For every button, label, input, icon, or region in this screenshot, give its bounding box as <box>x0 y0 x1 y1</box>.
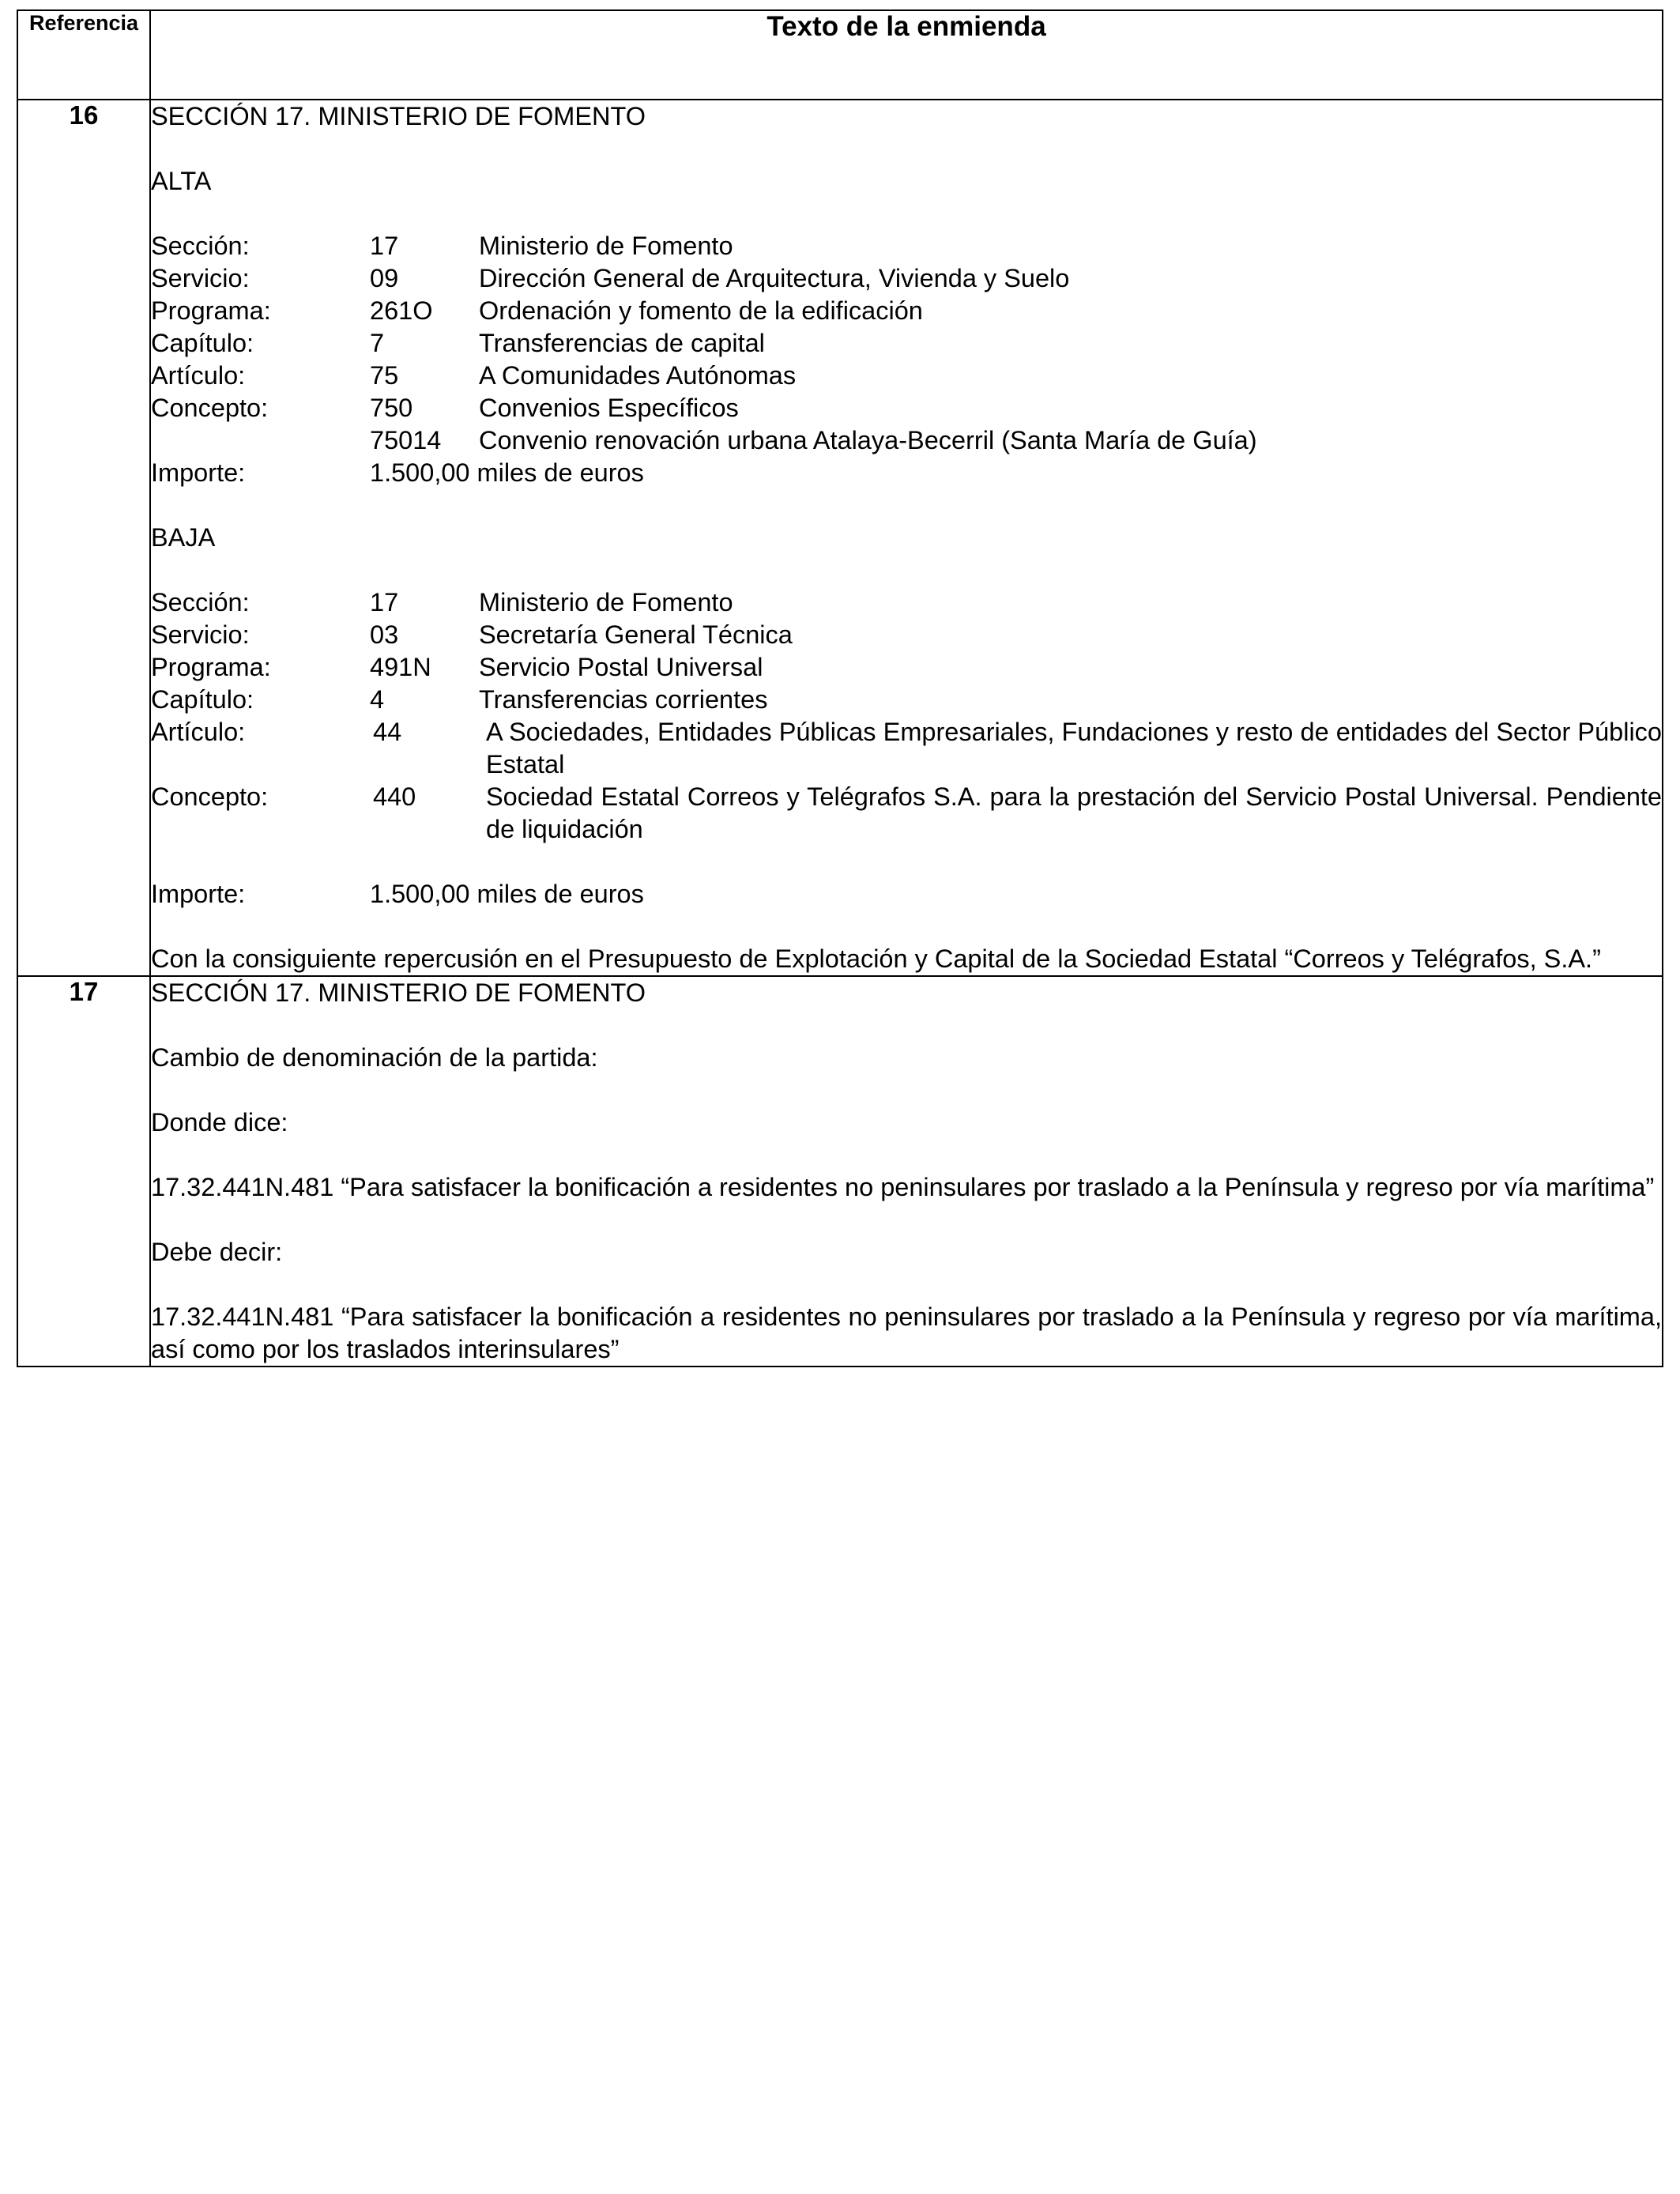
line-code: 09 <box>370 264 399 292</box>
amendment-text-cell <box>150 976 1663 1367</box>
line-description: Transferencias corrientes <box>479 685 768 714</box>
line-description: Transferencias de capital <box>479 329 765 357</box>
change-intro: Cambio de denominación de la partida: <box>151 1043 598 1072</box>
baja-line <box>151 684 1662 716</box>
alta-line <box>151 392 1662 424</box>
alta-line <box>151 327 1662 360</box>
line-description: Servicio Postal Universal <box>479 653 763 681</box>
line-description: Dirección General de Arquitectura, Vivienda y Suelo <box>479 264 1070 292</box>
line-description: Ministerio de Fomento <box>479 232 733 260</box>
amendment-row-17 <box>17 976 1663 1367</box>
line-label: Programa: <box>151 653 271 681</box>
baja-line <box>151 619 1662 651</box>
alta-heading: ALTA <box>151 167 212 195</box>
alta-line <box>151 262 1662 295</box>
line-code: 75014 <box>370 426 442 454</box>
importe-value: 1.500,00 miles de euros <box>370 458 644 487</box>
amendment-ref: 16 <box>17 100 150 976</box>
line-description: Ministerio de Fomento <box>479 588 733 616</box>
table-header-row <box>17 10 1663 100</box>
ref-column-header: Referencia <box>17 10 150 100</box>
line-description: Ordenación y fomento de la edificación <box>479 296 923 325</box>
line-label: Artículo: <box>151 361 246 390</box>
line-description: Secretaría General Técnica <box>479 620 793 649</box>
line-label: Concepto: <box>151 394 269 422</box>
alta-line <box>151 295 1662 327</box>
baja-line <box>151 716 1662 781</box>
baja-importe-block <box>151 878 1662 910</box>
line-label: Servicio: <box>151 264 250 292</box>
section-title: SECCIÓN 17. MINISTERIO DE FOMENTO <box>151 978 646 1007</box>
amendment-row-16 <box>17 100 1663 976</box>
line-code: 4 <box>370 685 385 714</box>
line-code: 750 <box>370 394 413 422</box>
baja-budget-lines <box>151 586 1662 846</box>
line-code: 17 <box>370 588 399 616</box>
line-description: Convenios Específicos <box>479 394 739 422</box>
baja-importe <box>151 878 1662 910</box>
debe-decir-label: Debe decir: <box>151 1238 283 1266</box>
baja-heading: BAJA <box>151 523 216 552</box>
amendments-table <box>17 9 1663 1367</box>
baja-line <box>151 586 1662 619</box>
alta-line <box>151 424 1662 457</box>
line-label: Concepto: <box>151 782 269 811</box>
line-code: 03 <box>370 620 399 649</box>
line-code: 491N <box>370 653 431 681</box>
baja-line <box>151 781 1662 846</box>
alta-importe <box>151 457 1662 489</box>
importe-label: Importe: <box>151 880 246 908</box>
line-label: Capítulo: <box>151 685 254 714</box>
alta-line <box>151 230 1662 262</box>
line-code: 261O <box>370 296 433 325</box>
alta-budget-lines <box>151 230 1662 489</box>
importe-label: Importe: <box>151 458 246 487</box>
baja-line <box>151 651 1662 684</box>
line-description: A Sociedades, Entidades Públicas Empresariales, Fundaciones y resto de entidades del Sector Público Estatal <box>486 718 1662 778</box>
line-description: Convenio renovación urbana Atalaya-Becerril (Santa María de Guía) <box>479 426 1257 454</box>
line-code: 7 <box>370 329 385 357</box>
line-label: Sección: <box>151 588 250 616</box>
donde-dice-label: Donde dice: <box>151 1108 288 1137</box>
line-code: 44 <box>373 718 402 746</box>
amendment-ref: 17 <box>17 976 150 1367</box>
line-code: 17 <box>370 232 399 260</box>
section-title: SECCIÓN 17. MINISTERIO DE FOMENTO <box>151 102 646 130</box>
debe-decir-text: 17.32.441N.481 “Para satisfacer la bonificación a residentes no peninsulares por traslado a la Península y regreso por vía marítima, así como por los traslados interinsulares” <box>151 1302 1662 1363</box>
line-description: Sociedad Estatal Correos y Telégrafos S.A. para la prestación del Servicio Postal Universal. Pendiente de liquidación <box>486 782 1662 843</box>
line-label: Servicio: <box>151 620 250 649</box>
line-code: 440 <box>373 782 416 811</box>
line-label: Sección: <box>151 232 250 260</box>
text-column-header: Texto de la enmienda <box>150 10 1663 100</box>
closing-paragraph: Con la consiguiente repercusión en el Presupuesto de Explotación y Capital de la Sociedad Estatal “Correos y Telégrafos, S.A.” <box>151 944 1601 973</box>
alta-line <box>151 360 1662 392</box>
importe-value: 1.500,00 miles de euros <box>370 880 644 908</box>
line-code: 75 <box>370 361 399 390</box>
line-label: Capítulo: <box>151 329 254 357</box>
line-label: Artículo: <box>151 718 246 746</box>
line-description: A Comunidades Autónomas <box>479 361 797 390</box>
line-label: Programa: <box>151 296 271 325</box>
amendment-text-cell <box>150 100 1663 976</box>
donde-dice-text: 17.32.441N.481 “Para satisfacer la bonificación a residentes no peninsulares por traslado a la Península y regreso por vía marítima” <box>151 1173 1655 1201</box>
